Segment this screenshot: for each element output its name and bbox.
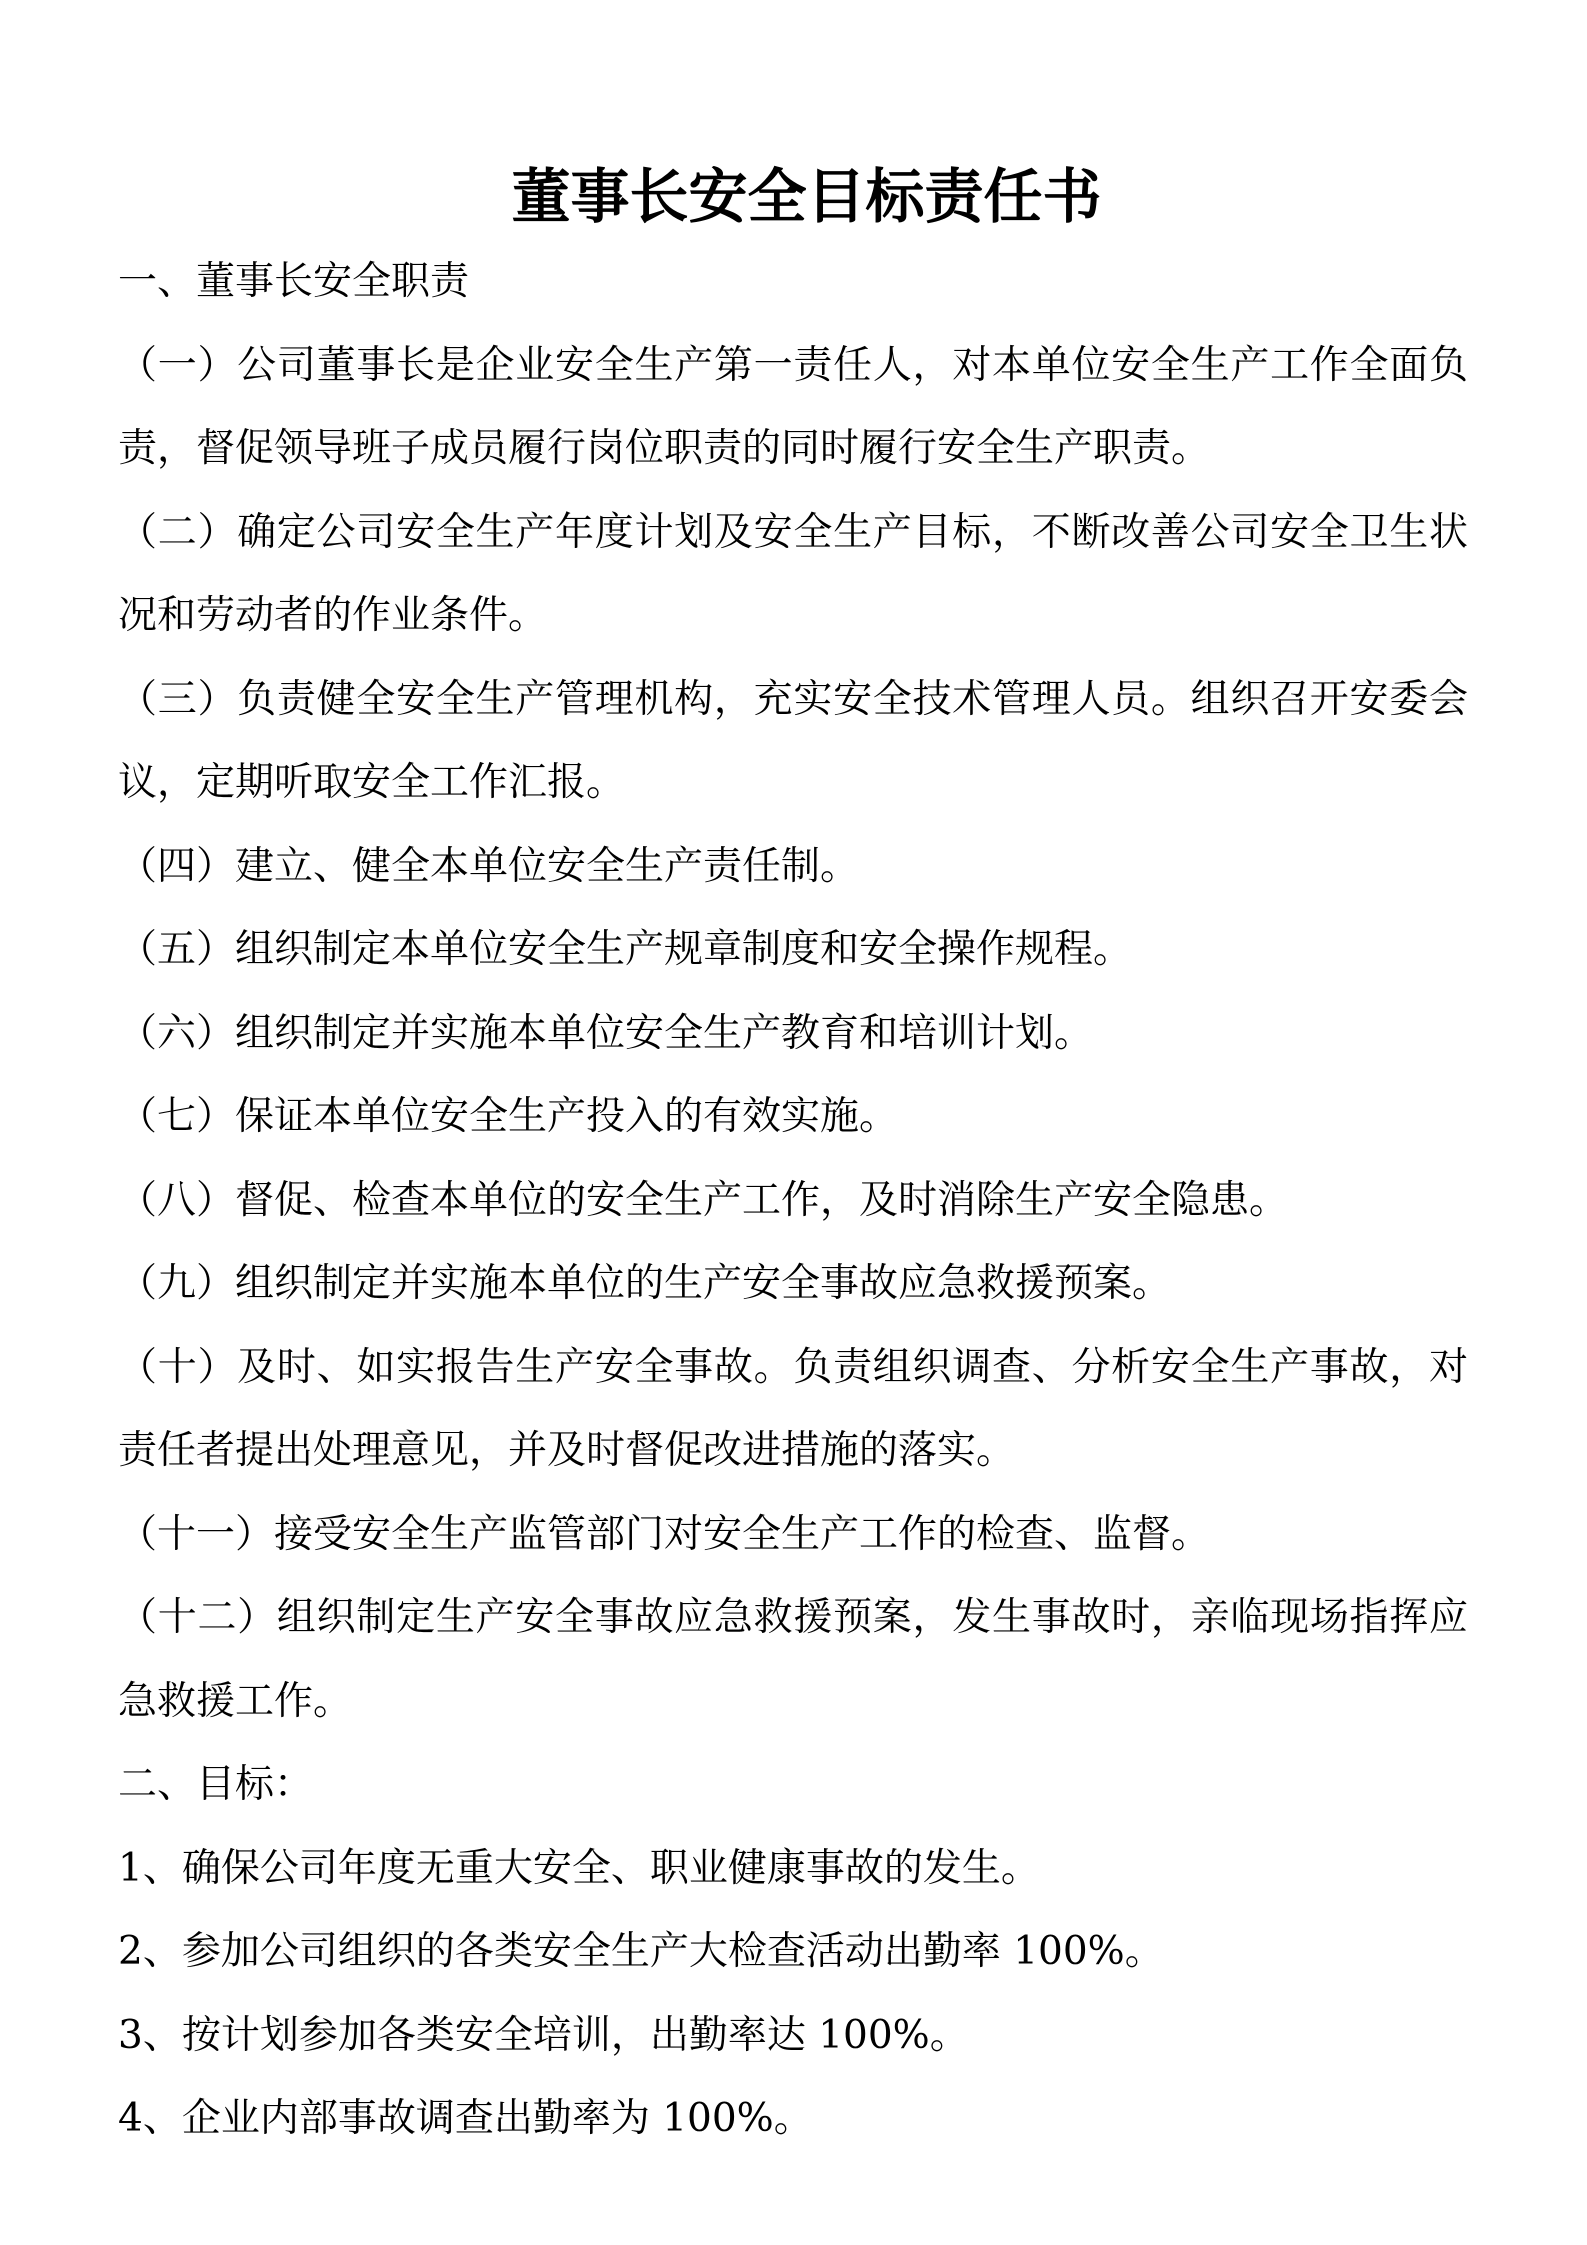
list-item: 2、参加公司组织的各类安全生产大检查活动出勤率 100%。 [118, 1929, 1164, 1974]
paragraph-line: （十一）接受安全生产监管部门对安全生产工作的检查、监督。 [118, 1511, 1211, 1557]
paragraph-line: （十二）组织制定生产安全事故应急救援预案，发生事故时，亲临现场指挥应 [118, 1595, 1468, 1640]
paragraph-line: （六）组织制定并实施本单位安全生产教育和培训计划。 [118, 1010, 1094, 1056]
list-item: 3、按计划参加各类安全培训，出勤率达 100%。 [118, 2012, 969, 2058]
document-body [118, 240, 1468, 2161]
section-heading: 一、董事长安全职责 [118, 259, 470, 304]
section-heading: 二、目标： [118, 1762, 314, 1807]
paragraph-line: （五）组织制定本单位安全生产规章制度和安全操作规程。 [118, 927, 1133, 972]
paragraph-line: （八）督促、检查本单位的安全生产工作，及时消除生产安全隐患。 [118, 1177, 1289, 1223]
paragraph-line: （三）负责健全安全生产管理机构，充实安全技术管理人员。组织召开安委会 [118, 676, 1468, 722]
list-item: 4、企业内部事故调查出勤率为 100%。 [118, 2096, 813, 2141]
list-item: 1、确保公司年度无重大安全、职业健康事故的发生。 [118, 1845, 1040, 1891]
document-title: 董事长安全目标责任书 [511, 162, 1102, 231]
paragraph-line: （一）公司董事长是企业安全生产第一责任人，对本单位安全生产工作全面负 [118, 342, 1468, 388]
paragraph-line: 议，定期听取安全工作汇报。 [118, 760, 626, 805]
paragraph-line: 急救援工作。 [118, 1678, 353, 1724]
paragraph-line: （七）保证本单位安全生产投入的有效实施。 [118, 1094, 899, 1139]
paragraph-line: （十）及时、如实报告生产安全事故。负责组织调查、分析安全生产事故，对 [118, 1344, 1468, 1390]
paragraph-line: 责，督促领导班子成员履行岗位职责的同时履行安全生产职责。 [118, 426, 1211, 471]
paragraph-line: （四）建立、健全本单位安全生产责任制。 [118, 843, 860, 889]
paragraph-line: 况和劳动者的作业条件。 [118, 593, 548, 638]
paragraph-line: 责任者提出处理意见，并及时督促改进措施的落实。 [118, 1428, 1016, 1473]
paragraph-line: （九）组织制定并实施本单位的生产安全事故应急救援预案。 [118, 1261, 1172, 1306]
paragraph-line: （二）确定公司安全生产年度计划及安全生产目标，不断改善公司安全卫生状 [118, 509, 1468, 555]
